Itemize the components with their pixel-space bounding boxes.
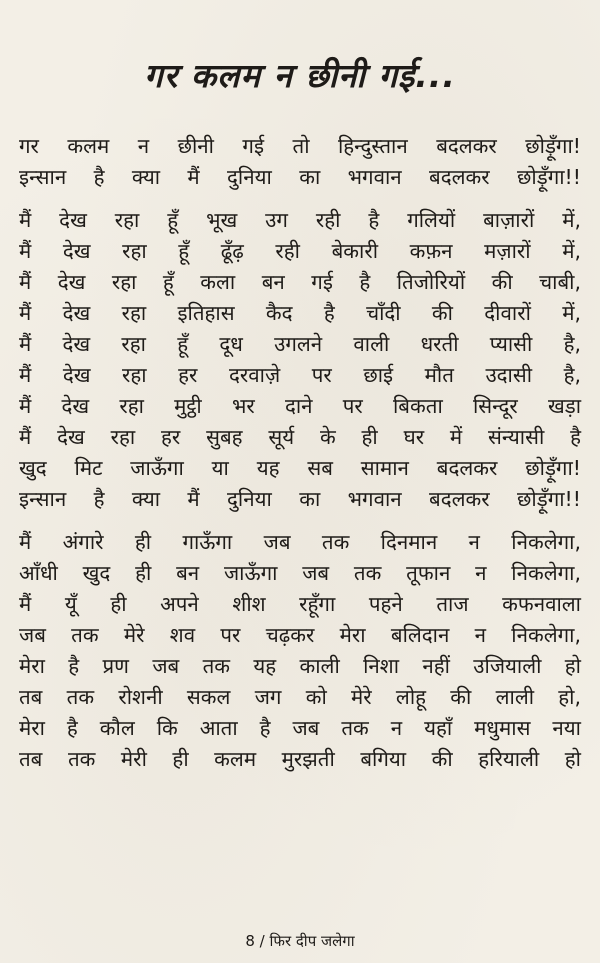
poem-line: मैं देख रहा हूँ ढूँढ़ रही बेकारी कफ़न मज़ारों में, xyxy=(19,239,581,263)
poem-line: आँधी खुद ही बन जाऊँगा जब तक तूफान न निकलेगा, xyxy=(19,561,581,585)
poem-line: मैं देख रहा हूँ दूध उगलने वाली धरती प्यासी है, xyxy=(19,332,581,356)
poem-line: मैं देख रहा इतिहास कैद है चाँदी की दीवारों में, xyxy=(19,301,581,325)
page-footer: 8 / फिर दीप जलेगा xyxy=(245,932,355,950)
poem-line: तब तक मेरी ही कलम मुरझती बगिया की हरियाली हो xyxy=(19,747,581,771)
poem-title: गर कलम न छीनी गई... xyxy=(144,56,456,95)
poem-line: मैं देख रहा हूँ कला बन गई है तिजोरियों की चाबी, xyxy=(19,270,581,294)
poem-line: जब तक मेरे शव पर चढ़कर मेरा बलिदान न निकलेगा, xyxy=(19,623,581,647)
stanza-1 xyxy=(19,131,581,193)
poem-line: मैं यूँ ही अपने शीश रहूँगा पहने ताज कफनवाला xyxy=(19,592,581,616)
poem-line: खुद मिट जाऊँगा या यह सब सामान बदलकर छोड़ूँगा! xyxy=(19,456,581,480)
poem-line: मैं देख रहा मुट्ठी भर दाने पर बिकता सिन्दूर खड़ा xyxy=(19,394,581,418)
poem-line: मेरा है प्रण जब तक यह काली निशा नहीं उजियाली हो xyxy=(19,654,581,678)
poem-line: मैं देख रहा हर सुबह सूर्य के ही घर में संन्यासी है xyxy=(19,425,581,449)
poem-line: मेरा है कौल कि आता है जब तक न यहाँ मधुमास नया xyxy=(19,716,581,740)
poem-line: तब तक रोशनी सकल जग को मेरे लोहू की लाली हो, xyxy=(19,685,581,709)
poem-line: मैं देख रहा हर दरवाज़े पर छाई मौत उदासी है, xyxy=(19,363,581,387)
poem-line: मैं देख रहा हूँ भूख उग रही है गलियों बाज़ारों में, xyxy=(19,208,581,232)
poem-line: इन्सान है क्या मैं दुनिया का भगवान बदलकर छोड़ूँगा!! xyxy=(19,165,581,189)
stanza-3 xyxy=(19,527,581,775)
poem-line: मैं अंगारे ही गाऊँगा जब तक दिनमान न निकलेगा, xyxy=(19,530,581,554)
poem-body xyxy=(19,131,581,787)
poem-line: इन्सान है क्या मैं दुनिया का भगवान बदलकर छोड़ूँगा!! xyxy=(19,487,581,511)
poem-line: गर कलम न छीनी गई तो हिन्दुस्तान बदलकर छोड़ूँगा! xyxy=(19,134,581,158)
stanza-2 xyxy=(19,205,581,515)
